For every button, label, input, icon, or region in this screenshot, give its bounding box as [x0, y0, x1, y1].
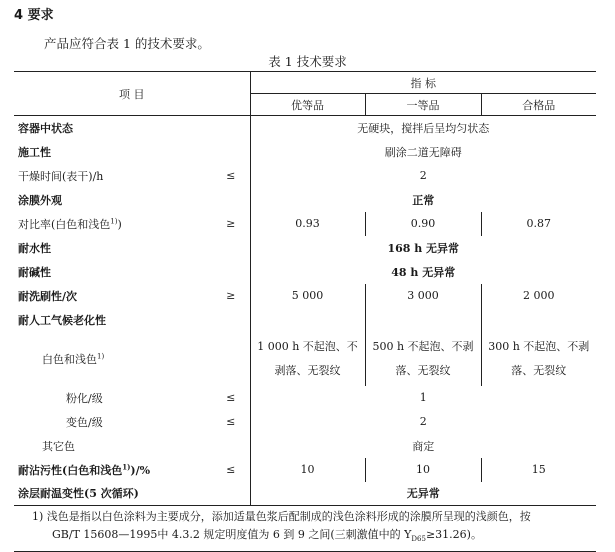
- table-title: 表 1 技术要求: [268, 54, 347, 69]
- header-grade-qualified: 合格品: [481, 94, 596, 116]
- header-grade-first: 一等品: [365, 94, 481, 116]
- table-row-value: 2: [250, 164, 596, 188]
- table-row-value: 商定: [250, 434, 596, 458]
- table-cell-premium: 10: [250, 458, 365, 482]
- table-row-item: 对比率(白色和浅色$^{1)}$): [18, 216, 122, 231]
- table-cell-qualified: 300 h 不起泡、不剥落、无裂纹: [481, 332, 596, 386]
- table-row-value: 168 h 无异常: [250, 236, 596, 260]
- table-row-item: 干燥时间(表干)/h: [18, 169, 104, 183]
- intro-text: 产品应符合表 1 的技术要求。: [44, 36, 210, 51]
- table-row-value: 刷涂二道无障碍: [250, 140, 596, 164]
- table-cell-premium: 1 000 h 不起泡、不剥落、无裂纹: [250, 332, 365, 386]
- table-row-value: 1: [250, 386, 596, 410]
- table-row-value: 48 h 无异常: [250, 260, 596, 284]
- relation-sign: ≤: [226, 169, 236, 182]
- table-cell-first: 0.90: [365, 212, 481, 236]
- table-row-item: 其它色: [42, 439, 75, 453]
- table-row-item: 耐洗刷性/次: [18, 289, 78, 303]
- table-cell-qualified: 0.87: [481, 212, 596, 236]
- table-row-item: 涂层耐温变性(5 次循环): [18, 487, 139, 501]
- table-row-value: 2: [250, 410, 596, 434]
- table-footnote: 1) 浅色是指以白色涂料为主要成分，添加适量色浆后配制成的浅色涂料形成的涂膜所呈现的浅颜色，按 GB/T 15608—1995中 4.3.2 规定明度值为 6 到 9 之间(三刺激值中的 $Y_{D65}\ge 31.26$)。: [14, 506, 596, 552]
- table-row-item: 耐沾污性(白色和浅色$^{1)}$)/%: [18, 461, 151, 477]
- table-cell-qualified: 2 000: [481, 284, 596, 308]
- table-row-item: 容器中状态: [14, 116, 212, 140]
- table-cell-premium: 5 000: [250, 284, 365, 308]
- section-heading: 4 要求: [14, 8, 54, 23]
- table-row-value: 无异常: [250, 482, 596, 506]
- table-row-item: 变色/级: [66, 415, 103, 429]
- table-cell-first: 3 000: [365, 284, 481, 308]
- table-row-item: 涂膜外观: [18, 193, 62, 207]
- relation-sign: ≥: [226, 289, 236, 302]
- header-indicator: 指 标: [250, 72, 596, 94]
- technical-requirements-table: [14, 71, 596, 552]
- table-row-item: 粉化/级: [66, 391, 103, 405]
- table-cell-premium: 0.93: [250, 212, 365, 236]
- table-cell-first: 500 h 不起泡、不剥落、无裂纹: [365, 332, 481, 386]
- relation-sign: ≤: [226, 415, 236, 428]
- relation-sign: ≤: [226, 463, 236, 476]
- table-row-value: 无硬块，搅拌后呈均匀状态: [250, 116, 596, 140]
- table-row-value: 正常: [250, 188, 596, 212]
- table-row-item: 耐人工气候老化性: [18, 313, 106, 327]
- table-row-item: 白色和浅色$^{1)}$: [42, 351, 105, 366]
- table-row-item: 施工性: [18, 145, 51, 159]
- table-row-item: 耐碱性: [18, 265, 51, 279]
- header-grade-premium: 优等品: [250, 94, 365, 116]
- relation-sign: ≤: [226, 391, 236, 404]
- table-cell-first: 10: [365, 458, 481, 482]
- table-row-item: 耐水性: [18, 241, 51, 255]
- table-cell-qualified: 15: [481, 458, 596, 482]
- relation-sign: ≥: [226, 217, 236, 230]
- header-item: 项 目: [14, 72, 250, 116]
